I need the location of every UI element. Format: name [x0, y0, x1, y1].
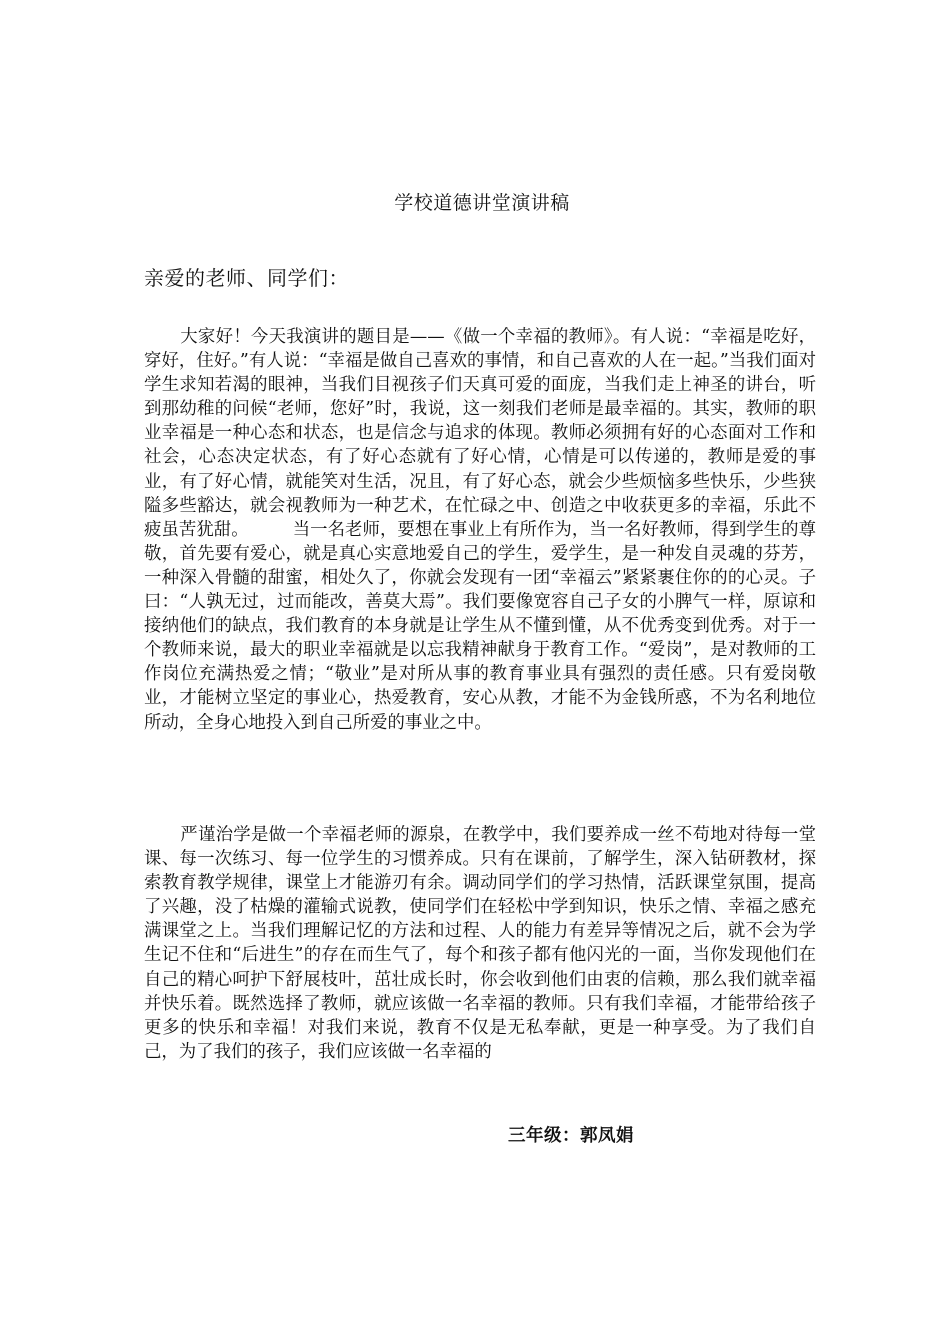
signature: 三年级：郭凤娟	[508, 1126, 634, 1146]
salutation: 亲爱的老师、同学们：	[144, 266, 349, 290]
paragraph-1-part-2: 当一名老师，要想在事业上有所作为，当一名好教师，得到学生的尊敬，首先要有爱心，就是真心实意地爱自己的学生，爱学生，是一种发自灵魂的芬芳，一种深入骨髓的甜蜜，相处久了，你就会发现有一团“幸福云”紧紧裹住你的的心灵。子曰：“人孰无过，过而能改，善莫大焉”。我们要像宽容自己子女的小脾气一样，原谅和接纳他们的缺点，我们教育的本身就是让学生从不懂到懂，从不优秀变到优秀。对于一个教师来说，最大的职业幸福就是以忘我精神献身于教育工作。“爱岗”，是对教师的工作岗位充满热爱之情；“敬业”是对所从事的教育事业具有强烈的责任感。只有爱岗敬业，才能树立坚定的事业心，热爱教育，安心从教，才能不为金钱所惑，不为名利地位所动，全身心地投入到自己所爱的事业之中。	[144, 519, 816, 733]
paragraph-1	[144, 325, 816, 735]
paragraph-2	[144, 823, 816, 1064]
paragraph-2-text: 严谨治学是做一个幸福老师的源泉，在教学中，我们要养成一丝不苟地对待每一堂课、每一次练习、每一位学生的习惯养成。只有在课前，了解学生，深入钻研教材，探索教育教学规律，课堂上才能游刃有余。调动同学们的学习热情，活跃课堂氛围，提高了兴趣，没了枯燥的灌输式说教，使同学们在轻松中学到知识，快乐之情、幸福之感充满课堂之上。当我们理解记忆的方法和过程、人的能力有差异等情况之后，就不会为学生记不住和“后进生”的存在而生气了，每个和孩子都有他闪光的一面，当你发现他们在自己的精心呵护下舒展枝叶，茁壮成长时，你会收到他们由衷的信赖，那么我们就幸福并快乐着。既然选择了教师，就应该做一名幸福的教师。只有我们幸福，才能带给孩子更多的快乐和幸福！对我们来说，教育不仅是无私奉献，更是一种享受。为了我们自己，为了我们的孩子，我们应该做一名幸福的	[144, 825, 816, 1062]
paragraph-1-part-1: 大家好！今天我演讲的题目是——《做一个幸福的教师》。有人说：“幸福是吃好，穿好，住好。”有人说：“幸福是做自己喜欢的事情，和自己喜欢的人在一起。”当我们面对学生求知若渴的眼神，当我们目视孩子们天真可爱的面庞，当我们走上神圣的讲台，听到那幼稚的问候“老师，您好”时，我说，这一刻我们老师是最幸福的。其实，教师的职业幸福是一种心态和状态，也是信念与追求的体现。教师必须拥有好的心态面对工作和社会，心态决定状态，有了好心态就有了好心情，心情是可以传递的，教师是爱的事业，有了好心情，就能笑对生活，况且，有了好心态，就会少些烦恼多些快乐，少些狭隘多些豁达，就会视教师为一种艺术，在忙碌之中、创造之中收获更多的幸福，乐此不疲虽苦犹甜。	[144, 327, 816, 540]
document-title: 学校道德讲堂演讲稿	[394, 192, 570, 214]
